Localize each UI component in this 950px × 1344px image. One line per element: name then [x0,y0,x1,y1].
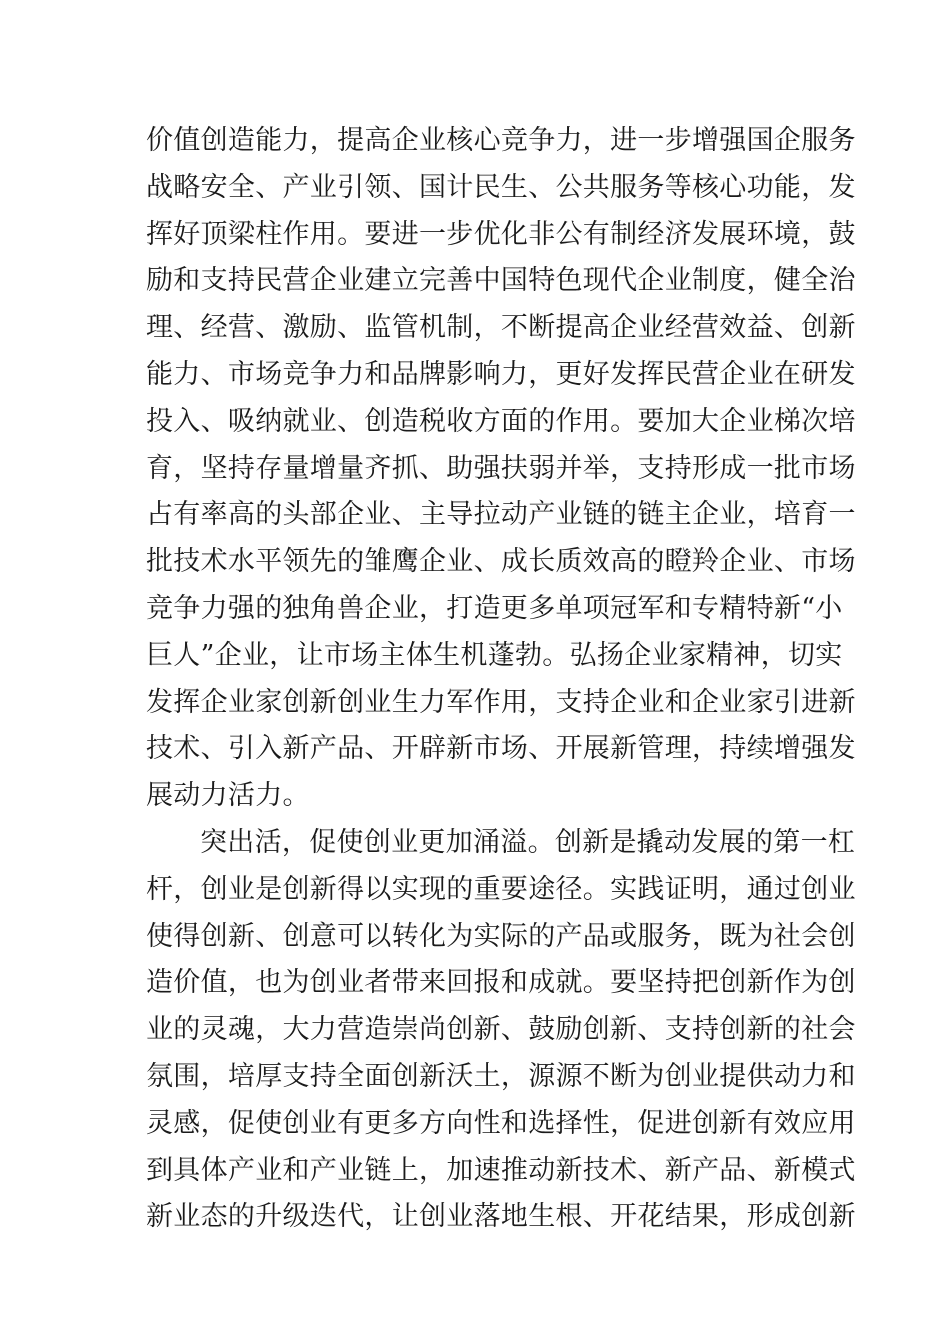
text-line: 批技术水平领先的雏鹰企业、成长质效高的瞪羚企业、市场 [146,546,856,578]
text-line: 杆，创业是创新得以实现的重要途径。实践证明，通过创业 [146,873,856,905]
text-line: 竞争力强的独角兽企业，打造更多单项冠军和专精特新“小 [146,592,843,624]
text-line: 价值创造能力，提高企业核心竞争力，进一步增强国企服务 [146,125,856,156]
text-line: 挥好顶梁柱作用。要进一步优化非公有制经济发展环境，鼓 [146,218,856,250]
text-line: 励和支持民营企业建立完善中国特色现代企业制度，健全治 [146,265,856,297]
text-line: 造价值，也为创业者带来回报和成就。要坚持把创新作为创 [146,967,856,999]
text-line: 技术、引入新产品、开辟新市场、开展新管理，持续增强发 [146,733,856,765]
text-line: 巨人”企业，让市场主体生机蓬勃。弘扬企业家精神，切实 [146,639,843,671]
text-line: 使得创新、创意可以转化为实际的产品或服务，既为社会创 [146,920,856,952]
text-line: 理、经营、激励、监管机制，不断提高企业经营效益、创新 [146,312,856,344]
text-line: 发挥企业家创新创业生力军作用，支持企业和企业家引进新 [146,686,856,718]
text-line: 业的灵魂，大力营造崇尚创新、鼓励创新、支持创新的社会 [146,1014,856,1046]
text-line: 展动力活力。 [146,780,310,812]
text-line: 育，坚持存量增量齐抓、助强扶弱并举，支持形成一批市场 [146,452,856,484]
text-line: 灵感，促使创业有更多方向性和选择性，促进创新有效应用 [146,1107,856,1139]
text-line: 能力、市场竞争力和品牌影响力，更好发挥民营企业在研发 [146,358,856,390]
text-line: 氛围，培厚支持全面创新沃土，源源不断为创业提供动力和 [146,1060,856,1092]
text-line: 投入、吸纳就业、创造税收方面的作用。要加大企业梯次培 [146,405,856,437]
text-line: 战略安全、产业引领、国计民生、公共服务等核心功能，发 [146,171,856,203]
body-text [146,118,856,1241]
text-line: 到具体产业和产业链上，加速推动新技术、新产品、新模式 [146,1154,856,1186]
text-line: 新业态的升级迭代，让创业落地生根、开花结果，形成创新 [146,1201,856,1233]
paragraph-start-line: 突出活，促使创业更加涌溢。创新是撬动发展的第一杠 [200,826,856,858]
text-line: 占有率高的头部企业、主导拉动产业链的链主企业，培育一 [146,499,856,531]
